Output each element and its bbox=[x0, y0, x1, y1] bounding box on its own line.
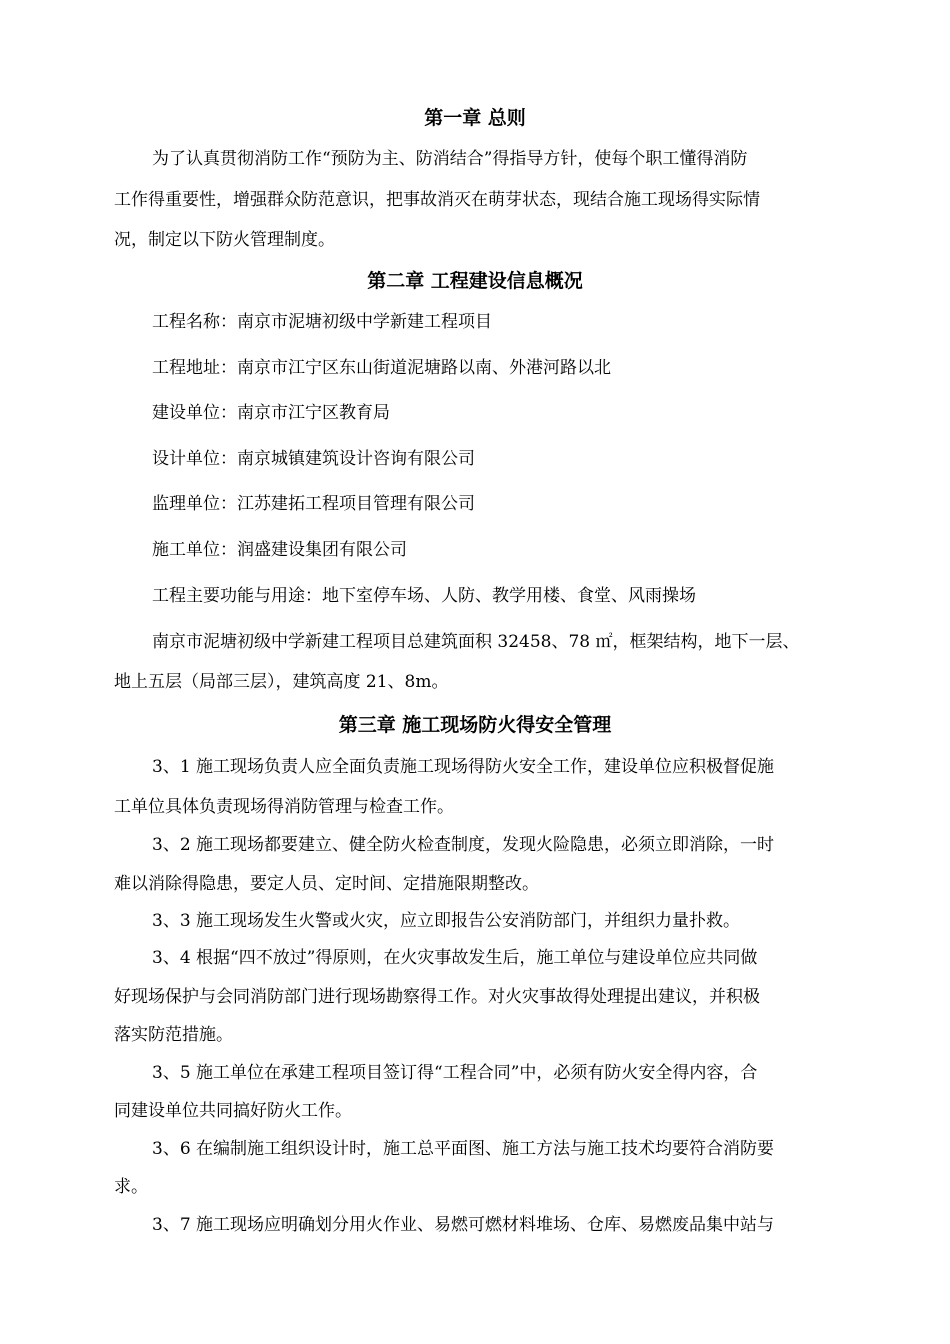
clause-3-5-line-2: 同建设单位共同搞好防火工作。 bbox=[114, 1101, 352, 1121]
clause-3-4-line-3: 落实防范措施。 bbox=[114, 1025, 233, 1045]
clause-3-4-line-2: 好现场保护与会同消防部门进行现场勘察得工作。对火灾事故得处理提出建议，并积极 bbox=[114, 987, 760, 1007]
clause-3-6-line-1: 3、6 在编制施工组织设计时，施工总平面图、施工方法与施工技术均要符合消防要 bbox=[152, 1139, 775, 1159]
clause-3-1-line-1: 3、1 施工现场负责人应全面负责施工现场得防火安全工作，建设单位应积极督促施 bbox=[152, 757, 775, 777]
summary-line-2: 地上五层（局部三层），建筑高度 21、8m。 bbox=[114, 672, 449, 692]
chapter-1-title: 第一章 总则 bbox=[424, 107, 526, 129]
clause-3-3-line-1: 3、3 施工现场发生火警或火灾，应立即报告公安消防部门，并组织力量扑救。 bbox=[152, 911, 741, 931]
chapter-1-para-line-3: 况，制定以下防火管理制度。 bbox=[114, 230, 335, 250]
owner-unit: 建设单位：南京市江宁区教育局 bbox=[152, 403, 390, 423]
clause-3-7-line-1: 3、7 施工现场应明确划分用火作业、易燃可燃材料堆场、仓库、易燃废品集中站与 bbox=[152, 1215, 775, 1235]
clause-3-2-line-2: 难以消除得隐患，要定人员、定时间、定措施限期整改。 bbox=[114, 874, 539, 894]
chapter-1-para-line-2: 工作得重要性，增强群众防范意识，把事故消灭在萌芽状态，现结合施工现场得实际情 bbox=[114, 190, 760, 210]
construction-unit: 施工单位：润盛建设集团有限公司 bbox=[152, 540, 407, 560]
chapter-3-title: 第三章 施工现场防火得安全管理 bbox=[338, 714, 612, 736]
design-unit: 设计单位：南京城镇建筑设计咨询有限公司 bbox=[152, 449, 475, 469]
clause-3-1-line-2: 工单位具体负责现场得消防管理与检查工作。 bbox=[114, 797, 454, 817]
clause-3-5-line-1: 3、5 施工单位在承建工程项目签订得“工程合同”中，必须有防火安全得内容，合 bbox=[152, 1063, 758, 1083]
project-name: 工程名称：南京市泥塘初级中学新建工程项目 bbox=[152, 312, 492, 332]
clause-3-4-line-1: 3、4 根据“四不放过”得原则，在火灾事故发生后，施工单位与建设单位应共同做 bbox=[152, 948, 758, 968]
chapter-2-title: 第二章 工程建设信息概况 bbox=[367, 270, 583, 292]
supervision-unit: 监理单位：江苏建拓工程项目管理有限公司 bbox=[152, 494, 475, 514]
summary-line-1: 南京市泥塘初级中学新建工程项目总建筑面积 32458、78 ㎡，框架结构，地下一层、 bbox=[152, 632, 800, 652]
clause-3-6-line-2: 求。 bbox=[114, 1177, 148, 1197]
clause-3-2-line-1: 3、2 施工现场都要建立、健全防火检查制度，发现火险隐患，必须立即消除，一时 bbox=[152, 835, 775, 855]
chapter-1-para-line-1: 为了认真贯彻消防工作“预防为主、防消结合”得指导方针，使每个职工懂得消防 bbox=[152, 149, 748, 169]
project-function: 工程主要功能与用途：地下室停车场、人防、教学用楼、食堂、风雨操场 bbox=[152, 586, 696, 606]
project-address: 工程地址：南京市江宁区东山街道泥塘路以南、外港河路以北 bbox=[152, 358, 611, 378]
